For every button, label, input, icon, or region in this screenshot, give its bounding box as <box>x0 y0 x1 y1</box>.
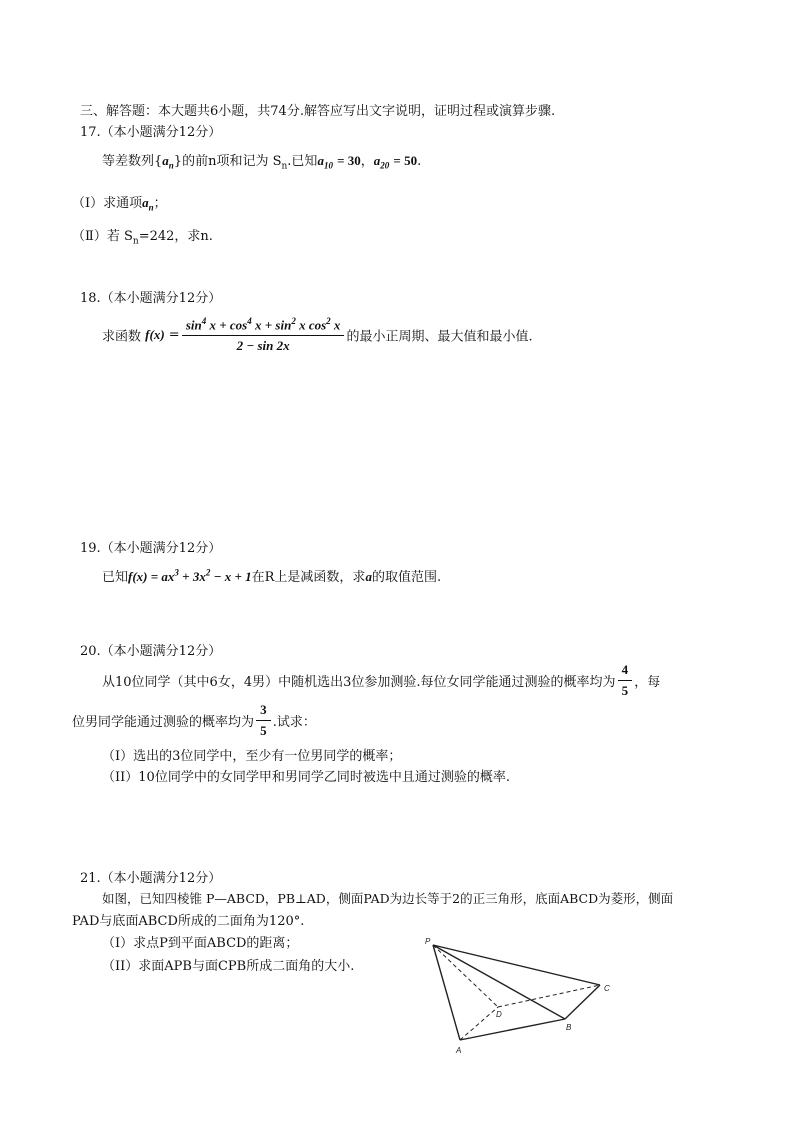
q21-line1: 如图，已知四棱锥 P—ABCD，PB⊥AD，侧面PAD为边长等于2的正三角形，底面ABCD为菱形，侧面 <box>102 891 674 906</box>
q18-fraction: $\frac{\sin^4 x + \cos^4 x + \sin^2 x \cos^2 x}{2 - \sin 2x}$ <box>184 316 343 354</box>
q20-part1: （I）选出的3位同学中，至少有一位男同学的概率； <box>102 749 402 764</box>
q21-line2: PAD与底面ABCD所成的二面角为120°. <box>72 914 305 929</box>
q17-part1: （Ⅰ）求通项$a_n$； <box>72 195 167 213</box>
q17-heading: 17.（本小题满分12分） <box>80 125 222 140</box>
q20-part2: （II）10位同学中的女同学甲和男同学乙同时被选中且通过测验的概率. <box>102 770 510 785</box>
label-c: C <box>604 984 610 993</box>
q17-part2: （Ⅱ）若 $S_n=242$，求n. <box>72 229 213 247</box>
section-heading: 三、解答题：本大题共6小题，共74分.解答应写出文字说明，证明过程或演算步骤. <box>80 104 556 119</box>
label-d: D <box>496 1010 502 1019</box>
q21-part2: （II）求面APB与面CPB所成二面角的大小. <box>102 959 355 974</box>
q20-fraction-3-5: $\frac{3}{5}$ <box>258 702 269 739</box>
q17-statement: 等差数列$\{a_n\}$的前n项和记为 $S_n$.已知$a_{10} = 30$，$a_{20} = 50$. <box>102 153 422 172</box>
label-b: B <box>566 1023 572 1032</box>
label-a: A <box>456 1046 462 1055</box>
q19-heading: 19.（本小题满分12分） <box>80 541 222 556</box>
q18-statement: 求函数 f(x) = $\frac{\sin^4 x + \cos^4 x + \sin^2 x \cos^2 x}{2 - \sin 2x}$ 的最小正周期、最大值和最小值. <box>102 316 533 354</box>
label-p: P <box>425 937 431 946</box>
q20-fraction-4-5: $\frac{4}{5}$ <box>620 662 631 699</box>
q20-line1: 从10位同学（其中6女，4男）中随机选出3位参加测验.每位女同学能通过测验的概率均为 $\frac{4}{5}$ ，每 <box>102 662 661 698</box>
q21-part1: （I）求点P到平面ABCD的距离； <box>102 936 299 951</box>
q20-heading: 20.（本小题满分12分） <box>80 644 222 659</box>
q21-heading: 21.（本小题满分12分） <box>80 871 222 886</box>
pyramid-figure <box>420 935 620 1060</box>
q19-statement: 已知$f(x) = ax^3 + 3x^2 - x + 1$在R上是减函数，求a的取值范围. <box>102 567 442 585</box>
q20-line2: 位男同学能通过测验的概率均为 $\frac{3}{5}$ .试求： <box>72 702 316 738</box>
q18-heading: 18.（本小题满分12分） <box>80 291 222 306</box>
